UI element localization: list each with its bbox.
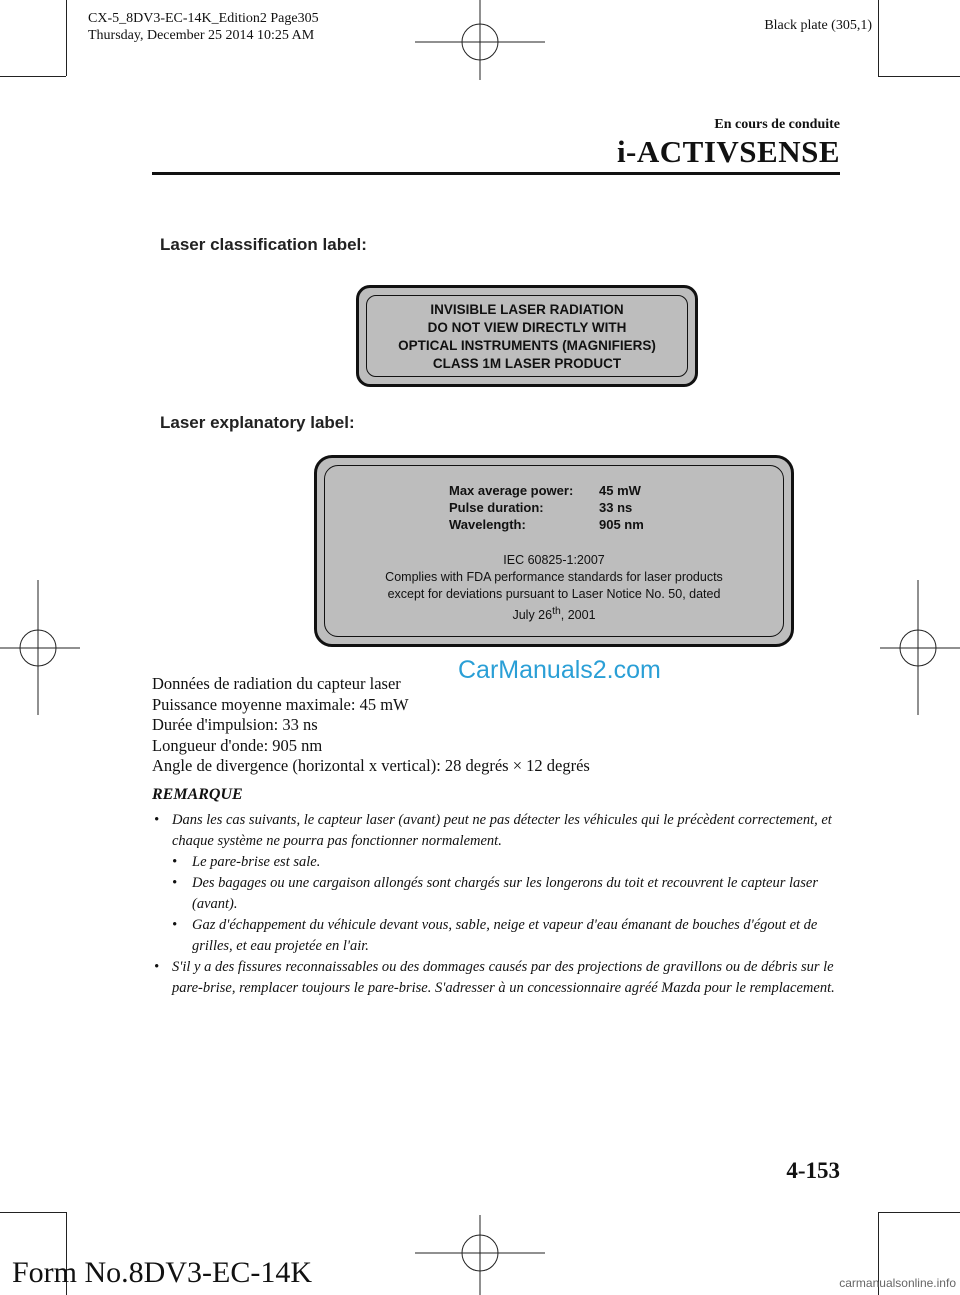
radiation-line: Longueur d'onde: 905 nm xyxy=(152,735,323,755)
classification-label xyxy=(356,285,698,387)
remarque-list xyxy=(152,810,842,999)
remarque-title: REMARQUE xyxy=(152,786,243,803)
spec-value: 905 nm xyxy=(599,517,644,532)
radiation-line: Puissance moyenne maximale: 45 mW xyxy=(152,694,409,714)
watermark-text: CarManuals2.com xyxy=(458,656,661,684)
explanatory-label xyxy=(314,455,794,647)
crop-mark xyxy=(878,1212,960,1213)
registration-mark-bottom xyxy=(415,1215,545,1295)
form-number: Form No.8DV3-EC-14K xyxy=(12,1256,312,1289)
iec-standard: IEC 60825-1:2007 xyxy=(503,553,605,567)
spec-key: Max average power: xyxy=(449,483,574,498)
bullet-icon: • xyxy=(154,812,160,828)
page-number: 4-153 xyxy=(786,1158,840,1183)
fda-line-1: Complies with FDA performance standards for laser products xyxy=(385,570,723,584)
spec-key: Pulse duration: xyxy=(449,500,544,515)
bullet-icon: • xyxy=(172,854,178,870)
date-year: , 2001 xyxy=(560,608,596,623)
remarque-subitem xyxy=(152,852,842,873)
classification-text xyxy=(359,301,695,373)
spec-value: 45 mW xyxy=(599,483,641,498)
compliance-text xyxy=(317,552,791,624)
classification-line: INVISIBLE LASER RADIATION xyxy=(430,302,624,317)
remarque-subitem xyxy=(152,915,842,957)
classification-line: OPTICAL INSTRUMENTS (MAGNIFIERS) xyxy=(398,338,656,353)
registration-mark-right xyxy=(880,580,960,715)
bullet-icon: • xyxy=(154,959,160,975)
section-title: i-ACTIVSENSE xyxy=(616,134,840,169)
crop-mark xyxy=(0,76,66,77)
registration-mark-left xyxy=(0,580,80,715)
compliance-date xyxy=(317,603,791,624)
bullet-icon: • xyxy=(172,917,178,933)
explanatory-caption: Laser explanatory label: xyxy=(160,413,355,432)
spec-value: 33 ns xyxy=(599,500,633,515)
classification-caption: Laser classification label: xyxy=(160,235,367,254)
spec-row xyxy=(449,516,644,533)
crop-mark xyxy=(878,0,879,76)
bullet-icon: • xyxy=(172,875,178,891)
remarque-item xyxy=(152,957,842,999)
radiation-data xyxy=(152,674,590,777)
print-file-line: CX-5_8DV3-EC-14K_Edition2 Page305 xyxy=(88,11,319,26)
print-date-line: Thursday, December 25 2014 10:25 AM xyxy=(88,28,315,43)
radiation-line: Durée d'impulsion: 33 ns xyxy=(152,715,318,734)
crop-mark xyxy=(66,0,67,76)
header-rule xyxy=(152,172,840,175)
remarque-subitem-text: Le pare-brise est sale. xyxy=(192,854,321,870)
remarque-subitem-text: Des bagages ou une cargaison allongés sont chargés sur les longerons du toit et recouvrent le capteur laser (avant). xyxy=(192,875,818,912)
print-info xyxy=(88,10,319,44)
radiation-line: Données de radiation du capteur laser xyxy=(152,674,401,693)
remarque-item-text: S'il y a des fissures reconnaissables ou des dommages causés par des projections de gravillons ou de débris sur le pare-brise, remplacer toujours le pare-brise. S'adresser à un concessionnaire agréé Mazda pour le remplacement. xyxy=(172,959,835,996)
radiation-line: Angle de divergence (horizontal x vertical): 28 degrés × 12 degrés xyxy=(152,756,590,775)
spec-row xyxy=(449,482,644,499)
spec-key: Wavelength: xyxy=(449,517,526,532)
remarque-item xyxy=(152,810,842,852)
remarque-subitem xyxy=(152,873,842,915)
crop-mark xyxy=(0,1212,66,1213)
plate-label: Black plate (305,1) xyxy=(764,18,872,33)
registration-mark-top xyxy=(415,0,545,80)
section-subtitle: En cours de conduite xyxy=(714,117,840,132)
spec-row xyxy=(449,499,644,516)
fda-line-2: except for deviations pursuant to Laser Notice No. 50, dated xyxy=(387,587,721,601)
remarque-subitem-text: Gaz d'échappement du véhicule devant vous, sable, neige et vapeur d'eau émanant de bouches d'égout et de grilles, et eau projetée en l'air. xyxy=(192,917,818,954)
spec-list xyxy=(449,482,644,533)
crop-mark xyxy=(878,76,960,77)
classification-line: CLASS 1M LASER PRODUCT xyxy=(432,356,622,371)
footer-source: carmanualsonline.info xyxy=(839,1276,956,1290)
date-suffix: th xyxy=(552,606,561,617)
date-main: July 26 xyxy=(512,608,553,623)
classification-line: DO NOT VIEW DIRECTLY WITH xyxy=(427,320,627,335)
remarque-item-text: Dans les cas suivants, le capteur laser (avant) peut ne pas détecter les véhicules qui le précèdent correctement, et chaque système ne pourra pas fonctionner normalement. xyxy=(172,812,832,849)
